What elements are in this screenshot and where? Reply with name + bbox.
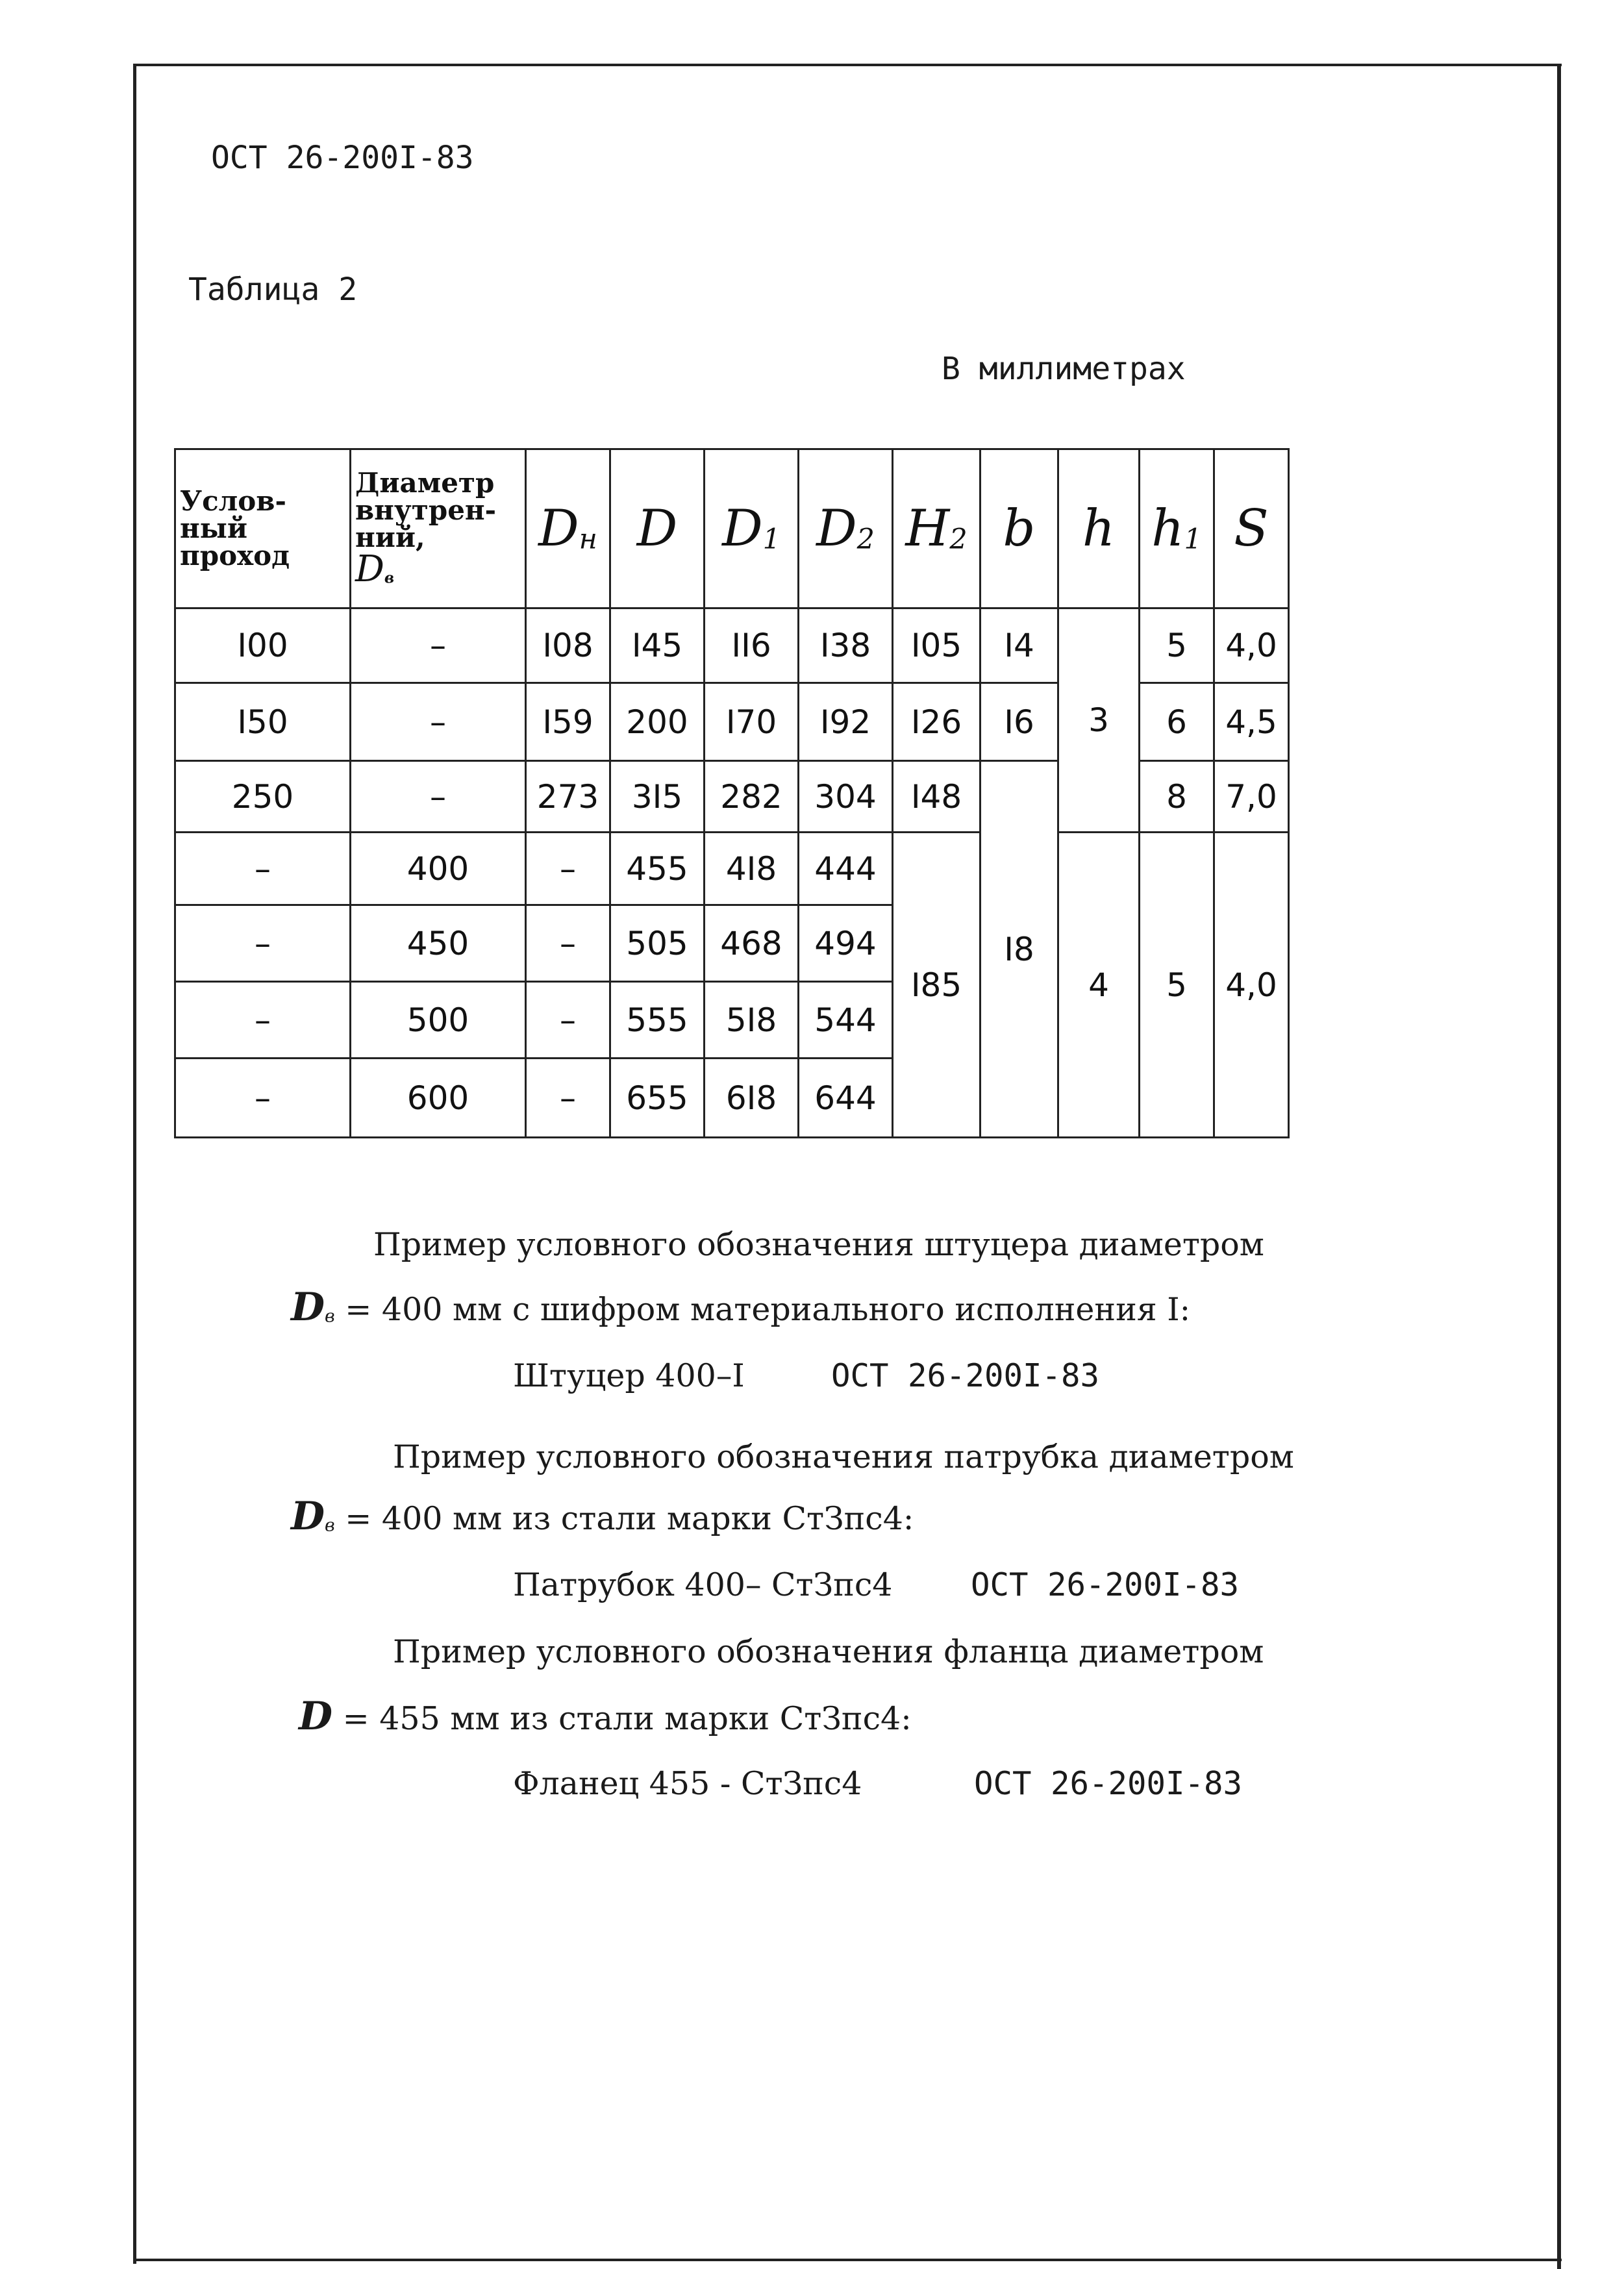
cell-d2: I38 (799, 608, 893, 683)
cell-dv: – (351, 608, 526, 683)
cell-d: 3I5 (610, 761, 705, 833)
example2-designation: Патрубок 400– СтЗпс4 (513, 1566, 893, 1603)
cell-dy: – (175, 833, 351, 905)
cell-d1: 468 (705, 905, 799, 982)
example1-standard: ОСТ 26-200I-83 (831, 1357, 1100, 1394)
header-h2 (893, 449, 981, 608)
header-d: D (610, 449, 705, 608)
cell-d2: 494 (799, 905, 893, 982)
header-h1-subscript: 1 (1184, 523, 1202, 556)
cell-d: 455 (610, 833, 705, 905)
cell-dn: – (526, 833, 610, 905)
header-d1-symbol: D (722, 499, 763, 558)
cell-s: 7,0 (1214, 761, 1289, 833)
cell-h1-merged: 5 (1140, 833, 1214, 1138)
cell-d2: 304 (799, 761, 893, 833)
header-nominal-bore-text: Услов- ный проход (180, 485, 290, 571)
header-h2-symbol: H (905, 499, 950, 558)
example3-designation: Фланец 455 - СтЗпс4 (513, 1765, 862, 1802)
header-h1 (1140, 449, 1214, 608)
cell-s: 4,5 (1214, 683, 1289, 761)
example3-line1: Пример условного обозначения фланца диаметром (393, 1633, 1264, 1670)
frame-left-border (133, 64, 136, 2264)
cell-h1: 8 (1140, 761, 1214, 833)
cell-d: 200 (610, 683, 705, 761)
cell-d1: 6I8 (705, 1059, 799, 1138)
dimensions-table (174, 448, 1290, 1138)
cell-dn: – (526, 982, 610, 1059)
cell-h2-merged: I85 (893, 833, 981, 1138)
example2-line2-text: = 400 мм из стали марки СтЗпс4: (345, 1500, 914, 1537)
example1-subscript: в (325, 1306, 335, 1327)
cell-dn: I08 (526, 608, 610, 683)
cell-h2: I05 (893, 608, 981, 683)
header-inner-diameter-subscript: в (384, 569, 395, 587)
cell-dy: – (175, 982, 351, 1059)
example2-subscript: в (325, 1515, 335, 1536)
cell-dn: I59 (526, 683, 610, 761)
header-nominal-bore (175, 449, 351, 608)
header-h1-symbol: h (1151, 499, 1184, 558)
cell-d1: 4I8 (705, 833, 799, 905)
header-d1 (705, 449, 799, 608)
header-inner-diameter (351, 449, 526, 608)
frame-bottom-border (133, 2259, 1562, 2261)
example3-symbol: D (299, 1694, 333, 1739)
cell-dv: 600 (351, 1059, 526, 1138)
example1-line2 (291, 1285, 1190, 1330)
cell-h1: 6 (1140, 683, 1214, 761)
header-d2-subscript: 2 (856, 523, 875, 556)
table-header-row (175, 449, 1289, 608)
cell-s-merged: 4,0 (1214, 833, 1289, 1138)
header-d1-subscript: 1 (762, 523, 781, 556)
cell-d: 505 (610, 905, 705, 982)
cell-dn: – (526, 1059, 610, 1138)
header-s: S (1214, 449, 1289, 608)
example3-line2-text: = 455 мм из стали марки СтЗпс4: (342, 1700, 912, 1737)
cell-dy: 250 (175, 761, 351, 833)
cell-h2: I26 (893, 683, 981, 761)
cell-dy: I00 (175, 608, 351, 683)
example2-symbol: D (291, 1494, 325, 1539)
cell-h-merged: 4 (1058, 833, 1140, 1138)
example1-designation: Штуцер 400–I (513, 1357, 745, 1394)
example2-line1: Пример условного обозначения патрубка диаметром (393, 1438, 1294, 1475)
cell-d: 555 (610, 982, 705, 1059)
cell-dn: – (526, 905, 610, 982)
cell-dy: – (175, 905, 351, 982)
table-caption: Таблица 2 (188, 271, 358, 308)
cell-b: I6 (981, 683, 1058, 761)
cell-d1: 5I8 (705, 982, 799, 1059)
cell-d2: 444 (799, 833, 893, 905)
cell-b-merged: I8 (981, 761, 1058, 1138)
cell-b: I4 (981, 608, 1058, 683)
cell-dv: 450 (351, 905, 526, 982)
cell-dv: 400 (351, 833, 526, 905)
cell-d2: I92 (799, 683, 893, 761)
cell-d: 655 (610, 1059, 705, 1138)
example1-line2-text: = 400 мм с шифром материального исполнения I: (345, 1291, 1191, 1328)
header-h: h (1058, 449, 1140, 608)
cell-dv: – (351, 683, 526, 761)
example1-symbol: D (291, 1285, 325, 1330)
cell-h1: 5 (1140, 608, 1214, 683)
header-d2-symbol: D (816, 499, 857, 558)
example2-standard: ОСТ 26-200I-83 (971, 1566, 1240, 1603)
frame-right-border (1557, 64, 1561, 2269)
cell-h2: I48 (893, 761, 981, 833)
cell-d: I45 (610, 608, 705, 683)
frame-top-border (133, 64, 1562, 66)
cell-d2: 544 (799, 982, 893, 1059)
cell-d2: 644 (799, 1059, 893, 1138)
header-b: b (981, 449, 1058, 608)
example2-line2 (291, 1494, 914, 1539)
table-row (175, 833, 1289, 905)
document-code: ОСТ 26-200I-83 (211, 140, 474, 176)
header-dn-subscript: н (579, 523, 597, 556)
example1-line1: Пример условного обозначения штуцера диаметром (373, 1226, 1264, 1263)
cell-h-merged: 3 (1058, 608, 1140, 833)
example3-line2 (299, 1694, 912, 1739)
example3-standard: ОСТ 26-200I-83 (974, 1765, 1243, 1802)
cell-dy: – (175, 1059, 351, 1138)
cell-s: 4,0 (1214, 608, 1289, 683)
header-inner-diameter-symbol: D (355, 548, 384, 590)
cell-dn: 273 (526, 761, 610, 833)
cell-d1: 282 (705, 761, 799, 833)
header-dn (526, 449, 610, 608)
table-row (175, 608, 1289, 683)
header-inner-diameter-text: Диаметр внутрен- ний, (355, 467, 497, 553)
header-h2-subscript: 2 (949, 523, 968, 556)
cell-dv: 500 (351, 982, 526, 1059)
cell-dy: I50 (175, 683, 351, 761)
header-dn-symbol: D (538, 499, 579, 558)
cell-dv: – (351, 761, 526, 833)
header-d2 (799, 449, 893, 608)
units-note: В миллиметрах (942, 351, 1186, 387)
cell-d1: I70 (705, 683, 799, 761)
cell-d1: II6 (705, 608, 799, 683)
